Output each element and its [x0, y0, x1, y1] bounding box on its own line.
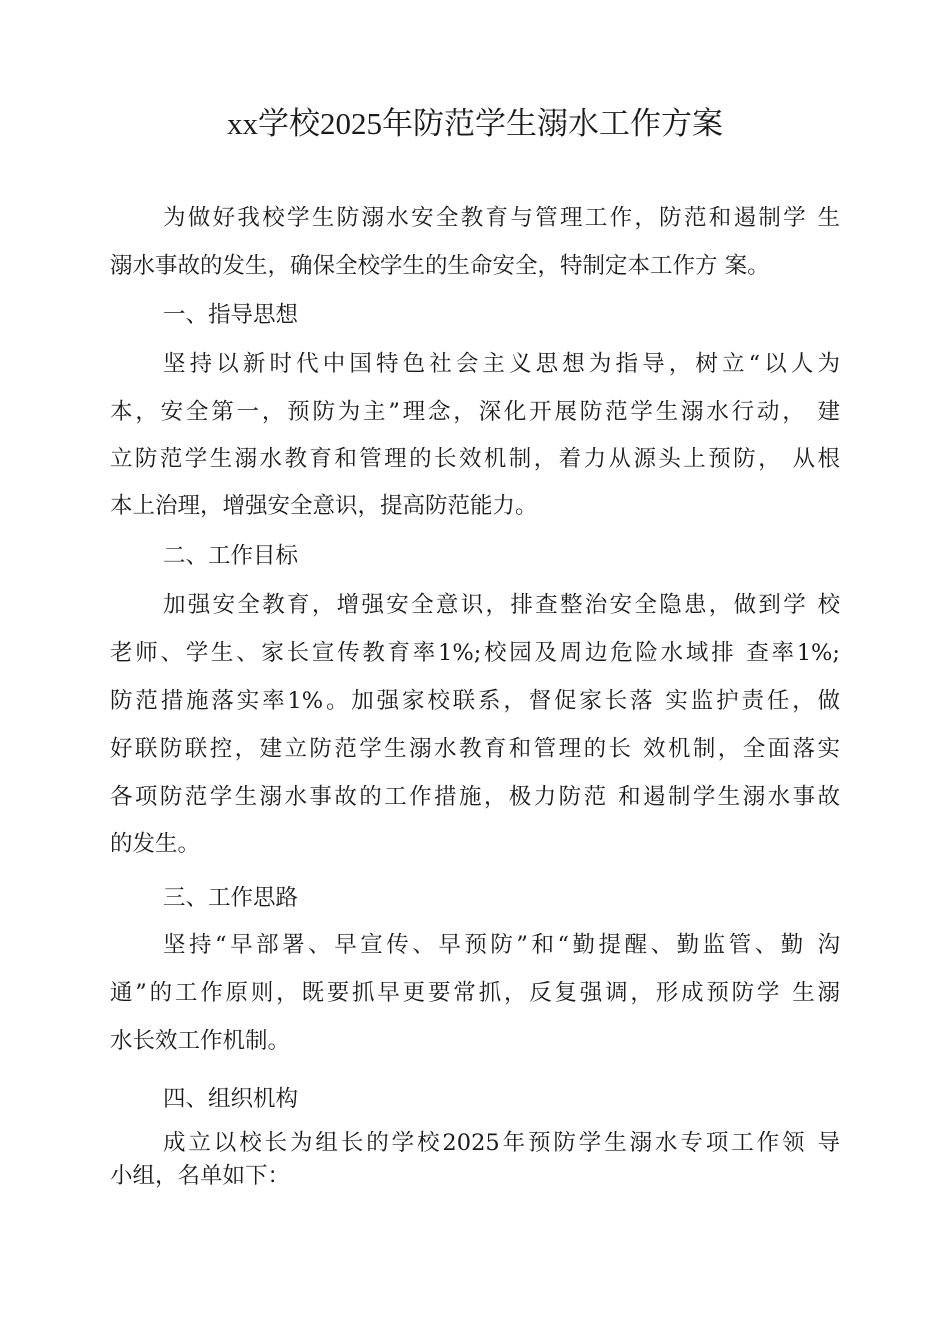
paragraph-approach-line-3: 水长效工作机制。 [110, 1028, 291, 1054]
section-heading-work-goals: 二、工作目标 [163, 543, 299, 569]
section-heading-organization: 四、组织机构 [163, 1086, 299, 1112]
paragraph-approach-line-1: 坚持“早部署、早宣传、早预防”和“勤提醒、勤监管、勤 沟 [163, 932, 840, 958]
paragraph-approach-line-2: 通”的工作原则，既要抓早更要常抓，反复强调，形成预防学 生溺 [110, 980, 840, 1006]
paragraph-intro-line-1: 为做好我校学生防溺水安全教育与管理工作，防范和遏制学 生 [163, 205, 840, 231]
paragraph-ideology-line-1: 坚持以新时代中国特色社会主义思想为指导，树立“以人为 [163, 351, 840, 377]
paragraph-organization-line-2: 小组，名单如下： [110, 1163, 291, 1189]
paragraph-organization-line-1: 成立以校长为组长的学校2025年预防学生溺水专项工作领 导 [163, 1130, 840, 1156]
paragraph-ideology-line-4: 本上治理，增强安全意识，提高防范能力。 [110, 493, 538, 519]
paragraph-ideology-line-2: 本，安全第一，预防为主”理念，深化开展防范学生溺水行动， 建 [110, 399, 840, 425]
paragraph-goals-line-4: 好联防联控，建立防范学生溺水教育和管理的长 效机制，全面落实 [110, 736, 840, 762]
paragraph-goals-line-1: 加强安全教育，增强安全意识，排查整治安全隐患，做到学 校 [163, 592, 840, 618]
section-heading-guiding-ideology: 一、指导思想 [163, 302, 299, 328]
section-heading-work-approach: 三、工作思路 [163, 885, 299, 911]
paragraph-goals-line-6: 的发生。 [110, 831, 201, 857]
paragraph-ideology-line-3: 立防范学生溺水教育和管理的长效机制，着力从源头上预防， 从根 [110, 446, 840, 472]
paragraph-intro-line-2: 溺水事故的发生，确保全校学生的生命安全，特制定本工作方 案。 [110, 253, 770, 279]
paragraph-goals-line-5: 各项防范学生溺水事故的工作措施，极力防范 和遏制学生溺水事故 [110, 784, 840, 810]
paragraph-goals-line-2: 老师、学生、家长宣传教育率1%;校园及周边危险水域排 查率1%; [110, 640, 840, 666]
paragraph-goals-line-3: 防范措施落实率1%。加强家校联系，督促家长落 实监护责任，做 [110, 688, 840, 714]
document-title: xx学校2025年防范学生溺水工作方案 [227, 106, 723, 141]
